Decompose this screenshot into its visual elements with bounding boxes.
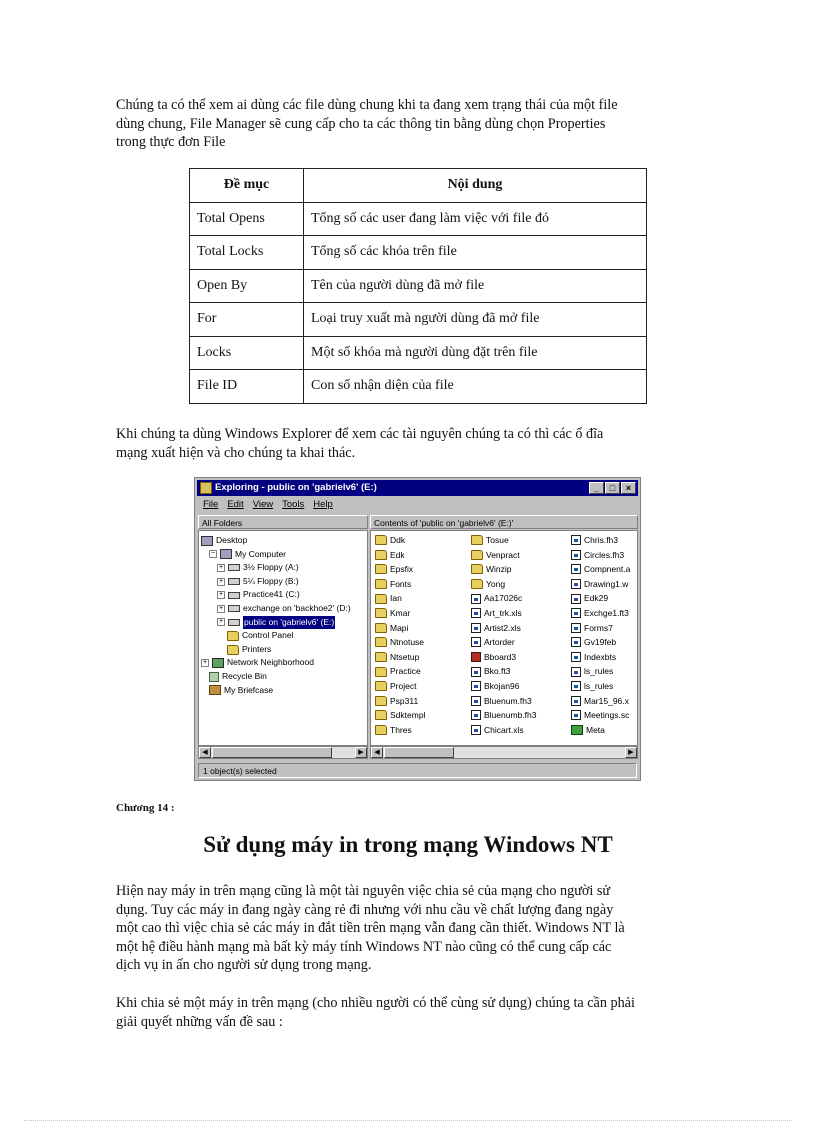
table-cell: Total Opens (190, 202, 304, 236)
scroll-right-arrow-icon[interactable]: ▶ (625, 747, 637, 758)
folder-icon (375, 725, 387, 735)
file-name: Edk (390, 549, 405, 560)
folder-tree (198, 530, 368, 746)
scroll-right-arrow-icon[interactable]: ▶ (355, 747, 367, 758)
scroll-left-arrow-icon[interactable]: ◀ (199, 747, 211, 758)
file-item[interactable] (571, 635, 638, 650)
file-item[interactable] (471, 577, 567, 592)
table-cell: File ID (190, 370, 304, 404)
minimize-button[interactable]: _ (589, 482, 604, 494)
tree-item[interactable] (201, 534, 247, 548)
file-name: Indexbts (584, 651, 617, 662)
file-name: Chicart.xls (484, 724, 524, 735)
file-name: Gv19feb (584, 637, 617, 648)
desktop-icon (201, 536, 213, 546)
table-row (190, 370, 647, 404)
tree-item-label: Network Neighborhood (227, 657, 314, 668)
column-header: Nội dung (304, 169, 647, 203)
text-line: một hệ điều hành mạng mà bất kỳ máy tính Windows NT nào cũng có thể cung cấp các (116, 938, 612, 955)
document-icon (471, 696, 481, 706)
tree-item[interactable] (217, 602, 351, 616)
drive-icon (228, 592, 240, 599)
expand-icon[interactable]: + (218, 577, 224, 585)
document-icon (571, 535, 581, 545)
table-row (190, 336, 647, 370)
file-item[interactable] (571, 679, 638, 694)
maximize-button[interactable]: □ (605, 482, 620, 494)
file-name: Artorder (484, 637, 515, 648)
document-icon (571, 667, 581, 677)
file-name: Thres (390, 724, 412, 735)
tree-item[interactable] (209, 670, 267, 684)
document-icon (571, 652, 581, 662)
expand-icon[interactable]: + (218, 591, 224, 599)
folder-icon (375, 681, 387, 691)
document-icon (471, 594, 481, 604)
tree-item-label: Recycle Bin (222, 671, 267, 681)
file-name: Artist2.xls (484, 622, 521, 633)
tree-item-label: exchange on 'backhoe2' (D:) (243, 603, 351, 613)
file-name: Practice (390, 666, 421, 677)
page-divider (24, 1120, 792, 1121)
title-bar[interactable] (197, 480, 638, 496)
file-item[interactable] (571, 650, 638, 665)
document-icon (471, 667, 481, 677)
folder-icon (375, 652, 387, 662)
table-row (190, 269, 647, 303)
tree-item-label: 3½ Floppy (A:) (243, 562, 299, 573)
sharing-paragraph (116, 994, 712, 1031)
tree-item-label: public on 'gabrielv6' (E:) (243, 616, 335, 630)
tree-item-label: My Computer (235, 548, 287, 559)
menu-tools[interactable]: Tools (282, 499, 305, 510)
file-item[interactable] (471, 635, 567, 650)
tree-item-label: 5¼ Floppy (B:) (243, 575, 299, 586)
network-drive-icon (228, 619, 240, 626)
document-icon (571, 608, 581, 618)
tree-item-label: Desktop (216, 535, 248, 545)
file-item[interactable] (571, 548, 638, 563)
file-item[interactable] (375, 548, 465, 563)
file-name: Mapi (390, 622, 409, 633)
menu-edit[interactable]: Edit (227, 499, 244, 510)
folder-icon (375, 696, 387, 706)
file-name: Ntsetup (390, 651, 420, 662)
file-name: Psp311 (390, 695, 419, 706)
file-name: Forms7 (584, 622, 613, 633)
table-cell: Tên của người dùng đã mở file (304, 269, 647, 303)
tree-item[interactable] (227, 629, 294, 643)
file-name: Edk29 (584, 593, 609, 604)
printer-paragraph (116, 882, 712, 975)
scroll-left-arrow-icon[interactable]: ◀ (371, 747, 383, 758)
folder-icon (375, 535, 387, 545)
all-folders-header: All Folders (198, 515, 368, 529)
file-item[interactable] (375, 679, 465, 694)
file-name: Bluenumb.fh3 (484, 710, 537, 721)
tree-item[interactable] (201, 656, 314, 670)
file-item[interactable] (471, 621, 567, 636)
file-item[interactable] (471, 664, 567, 679)
file-name: Mar15_96.x (584, 695, 629, 706)
text-line: dịch vụ in ấn cho người sử dụng trong mạng. (116, 957, 372, 973)
document-icon (571, 550, 581, 560)
folder-icon (375, 608, 387, 618)
file-item[interactable] (471, 694, 567, 709)
folder-icon (227, 631, 239, 641)
document-icon (571, 696, 581, 706)
file-name: Bboard3 (484, 651, 517, 662)
folder-icon (375, 579, 387, 589)
file-item[interactable] (375, 650, 465, 665)
file-item[interactable] (471, 723, 567, 738)
file-list (370, 530, 638, 746)
window-controls (589, 482, 636, 494)
table-row (190, 202, 647, 236)
file-name: Yong (486, 578, 506, 589)
file-name: Chris.fh3 (584, 535, 619, 545)
table-cell: Loại truy xuất mà người dùng đã mở file (304, 303, 647, 337)
file-item[interactable] (471, 606, 567, 621)
document-icon (571, 710, 581, 720)
folder-icon (227, 645, 239, 655)
text-line: trong thực đơn File (116, 134, 226, 150)
file-item[interactable] (571, 606, 638, 621)
folder-icon (471, 579, 483, 589)
file-name: Project (390, 681, 417, 691)
text-line: mạng xuất hiện và cho chúng ta khai thác. (116, 444, 356, 461)
file-item[interactable] (571, 708, 638, 723)
text-line: Hiện nay máy in trên mạng cũng là một tài nguyên việc chia sẻ của mạng cho người sử (116, 883, 611, 899)
file-item[interactable] (571, 577, 638, 592)
file-item[interactable] (375, 694, 465, 709)
file-name: Compnent.a (584, 564, 631, 575)
file-name: Tosue (486, 535, 509, 545)
file-item[interactable] (471, 708, 567, 723)
file-item[interactable] (471, 679, 567, 694)
chapter-title: Sử dụng máy in trong mạng Windows NT (203, 832, 613, 857)
file-name: Bluenum.fh3 (484, 695, 532, 706)
window-title: Exploring - public on 'gabrielv6' (E:) (215, 482, 377, 493)
file-item[interactable] (375, 606, 465, 621)
tree-item[interactable] (217, 616, 335, 630)
collapse-icon[interactable]: − (210, 550, 216, 558)
folder-icon (471, 535, 483, 545)
text-line: giải quyết những vấn đề sau : (116, 1013, 283, 1030)
file-item[interactable] (571, 562, 638, 577)
file-name: Bkojan96 (484, 681, 520, 691)
computer-icon (220, 549, 232, 559)
explorer-app-icon (200, 482, 212, 494)
chapter-label: Chương 14 : (116, 802, 175, 814)
table-cell: Open By (190, 269, 304, 303)
table-row (190, 236, 647, 270)
expand-icon[interactable]: + (218, 618, 224, 626)
file-item[interactable] (571, 694, 638, 709)
file-name: Ddk (390, 535, 406, 545)
document-icon (571, 594, 581, 604)
explorer-paragraph (116, 425, 712, 462)
file-item[interactable] (375, 708, 465, 723)
table-cell: Con số nhận diện của file (304, 370, 647, 404)
tree-item-label: My Briefcase (224, 684, 274, 695)
expand-icon[interactable]: + (202, 659, 208, 667)
tree-item[interactable] (209, 548, 286, 562)
file-item[interactable] (375, 562, 465, 577)
text-line: dùng chung, File Manager sẽ cung cấp cho ta các thông tin bằng dùng chọn Properties (116, 115, 606, 132)
tree-item[interactable] (209, 684, 273, 698)
tree-horizontal-scrollbar[interactable] (198, 746, 368, 759)
table-row (190, 303, 647, 337)
file-name: Meta (586, 724, 605, 735)
text-line: Khi chúng ta dùng Windows Explorer để xem các tài nguyên chúng ta có thì các ổ đĩa (116, 426, 604, 442)
tree-item-label: Printers (242, 643, 272, 654)
floppy-icon (228, 564, 240, 571)
file-item[interactable] (471, 562, 567, 577)
file-item[interactable] (571, 723, 638, 738)
document-icon (571, 637, 581, 647)
file-item[interactable] (471, 650, 567, 665)
recycle-bin-icon (209, 672, 219, 682)
document-icon (571, 579, 581, 589)
folder-icon (375, 623, 387, 633)
file-item[interactable] (375, 723, 465, 738)
folder-icon (375, 710, 387, 720)
intro-paragraph (116, 96, 712, 152)
file-name: Aa17026c (484, 593, 523, 604)
floppy-icon (228, 578, 240, 585)
document-icon (571, 564, 581, 574)
file-item[interactable] (375, 577, 465, 592)
menu-bar (197, 497, 638, 513)
folder-icon (471, 564, 483, 574)
document-icon (471, 608, 481, 618)
file-item[interactable] (471, 591, 567, 606)
file-item[interactable] (375, 533, 465, 548)
file-item[interactable] (375, 635, 465, 650)
file-item[interactable] (471, 548, 567, 563)
folder-icon (375, 564, 387, 574)
file-name: Meetings.sc (584, 710, 630, 721)
file-name: Exchge1.ft3 (584, 608, 629, 618)
contents-header: Contents of 'public on 'gabrielv6' (E:)' (370, 515, 638, 529)
file-item[interactable] (571, 591, 638, 606)
status-bar: 1 object(s) selected (198, 763, 637, 778)
tree-item[interactable] (217, 561, 299, 575)
file-item[interactable] (375, 664, 465, 679)
file-item[interactable] (471, 533, 567, 548)
table-cell: Một số khóa mà người dùng đặt trên file (304, 336, 647, 370)
file-name: Kmar (390, 608, 411, 618)
scroll-thumb[interactable] (212, 747, 332, 758)
table-header-row (190, 169, 647, 203)
application-icon (471, 652, 481, 662)
file-name: Circles.fh3 (584, 549, 625, 560)
column-header: Đề mục (190, 169, 304, 203)
file-name: Ntnotuse (390, 637, 425, 648)
file-name: Epsfix (390, 564, 414, 575)
network-icon (212, 658, 224, 668)
tree-item[interactable] (217, 575, 299, 589)
document-icon (471, 623, 481, 633)
text-line: một cao thì việc chia sẻ các máy in đắt tiền trên mạng vẫn đang cần thiết. Windows NT là (116, 920, 625, 936)
table-cell: Tổng số các khóa trên file (304, 236, 647, 270)
folder-icon (375, 637, 387, 647)
table-cell: Total Locks (190, 236, 304, 270)
folder-icon (375, 594, 387, 604)
menu-help[interactable]: Help (313, 499, 333, 510)
file-properties-table (189, 168, 647, 404)
file-item[interactable] (571, 533, 638, 548)
network-drive-icon (228, 605, 240, 612)
file-name: Bko.ft3 (484, 666, 511, 677)
expand-icon[interactable]: + (218, 563, 224, 571)
file-name: Venpract (486, 549, 520, 560)
explorer-window (194, 477, 641, 781)
tree-item-label: Control Panel (242, 630, 294, 641)
table-cell: For (190, 303, 304, 337)
files-horizontal-scrollbar[interactable] (370, 746, 638, 759)
file-name: Winzip (486, 564, 512, 575)
text-line: dụng. Tuy các máy in đang ngày càng rẻ đi nhưng với nhu cầu về chất lượng đang ngày (116, 901, 614, 918)
table-cell: Tổng số các user đang làm việc với file đó (304, 202, 647, 236)
scroll-thumb[interactable] (384, 747, 454, 758)
document-icon (471, 725, 481, 735)
menu-file[interactable]: File (203, 499, 219, 510)
file-name: Ian (390, 593, 402, 604)
text-line: Khi chia sẻ một máy in trên mạng (cho nhiều người có thể cùng sử dụng) chúng ta cần phải (116, 995, 635, 1011)
document-icon (471, 710, 481, 720)
tree-item[interactable] (227, 643, 271, 657)
text-line: Chúng ta có thể xem ai dùng các file dùng chung khi ta đang xem trạng thái của một file (116, 97, 618, 113)
table-cell: Locks (190, 336, 304, 370)
document-icon (571, 681, 581, 691)
file-item[interactable] (571, 664, 638, 679)
application-icon (571, 725, 583, 735)
file-item[interactable] (375, 591, 465, 606)
folder-icon (375, 667, 387, 677)
close-button[interactable]: × (621, 482, 636, 494)
briefcase-icon (209, 685, 221, 695)
file-item[interactable] (375, 621, 465, 636)
file-name: Fonts (390, 578, 412, 589)
folder-icon (471, 550, 483, 560)
file-item[interactable] (571, 621, 638, 636)
file-name: Art_trk.xls (484, 608, 522, 618)
file-name: ls_rules (584, 666, 614, 677)
document-icon (471, 637, 481, 647)
file-name: Sdktempl (390, 710, 426, 721)
tree-item-label: Practice41 (C:) (243, 589, 300, 600)
document-icon (571, 623, 581, 633)
file-name: ls_rules (584, 681, 614, 691)
tree-item[interactable] (217, 588, 300, 602)
document-icon (471, 681, 481, 691)
file-name: Drawing1.w (584, 578, 629, 589)
expand-icon[interactable]: + (218, 604, 224, 612)
menu-view[interactable]: View (252, 499, 274, 510)
folder-icon (375, 550, 387, 560)
